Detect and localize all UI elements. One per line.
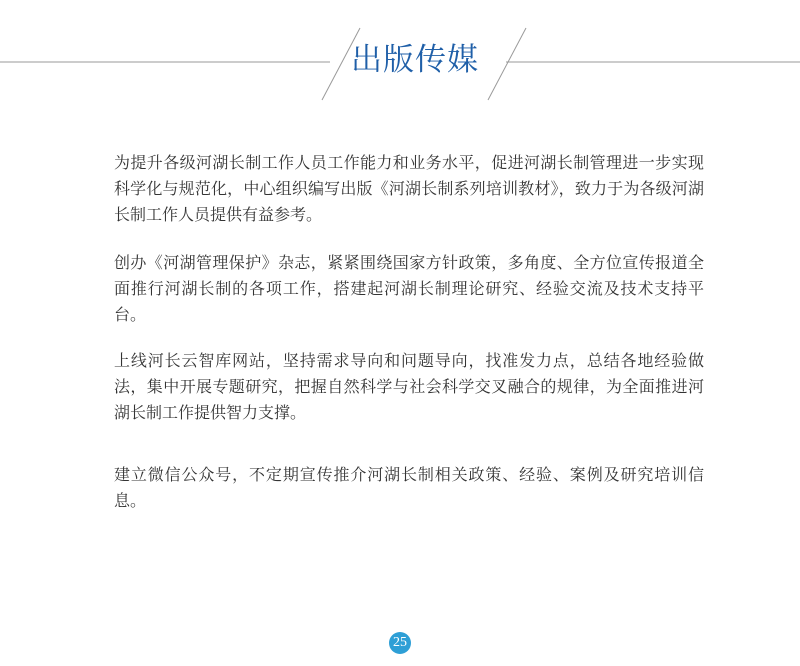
paragraph-magazine: 创办《河湖管理保护》杂志，紧紧围绕国家方针政策，多角度、全方位宣传报道全面推行河湖长制的各项工作，搭建起河湖长制理论研究、经验交流及技术支持平台。 [114,253,704,324]
page-title: 出版传媒 [351,42,479,78]
paragraph-textbook: 为提升各级河湖长制工作人员工作能力和业务水平，促进河湖长制管理进一步实现科学化与规范化，中心组织编写出版《河湖长制系列培训教材》，致力于为各级河湖长制工作人员提供有益参考。 [114,153,704,224]
section-header [0,0,800,110]
header-slash-right [488,28,526,100]
page-number-badge: 25 [389,632,411,654]
paragraph-wechat: 建立微信公众号，不定期宣传推介河湖长制相关政策、经验、案例及研究培训信息。 [114,465,704,510]
paragraph-website: 上线河长云智库网站，坚持需求导向和问题导向，找准发力点，总结各地经验做法，集中开展专题研究，把握自然科学与社会科学交叉融合的规律，为全面推进河湖长制工作提供智力支撑。 [114,351,704,422]
